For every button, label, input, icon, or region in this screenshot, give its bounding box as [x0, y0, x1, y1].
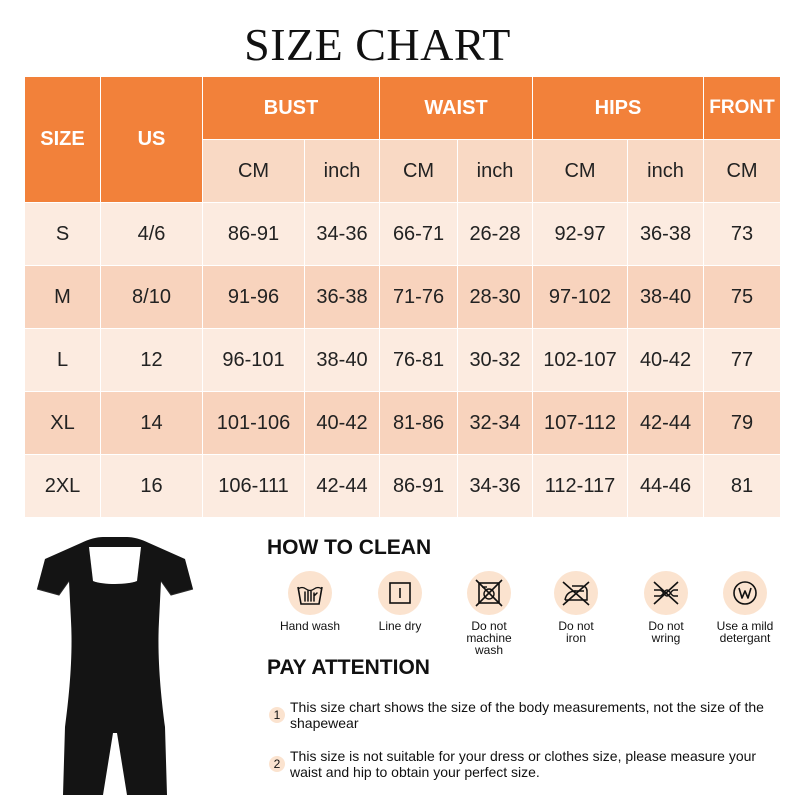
table-cell: 14: [101, 392, 203, 455]
front-header: FRONT: [704, 77, 781, 140]
table-cell: 34-36: [305, 203, 380, 266]
table-cell: 44-46: [628, 455, 704, 518]
table-cell: 2XL: [25, 455, 101, 518]
table-cell: 32-34: [458, 392, 533, 455]
table-row: [25, 392, 781, 455]
table-row: [25, 266, 781, 329]
note-text: This size is not suitable for your dress or clothes size, please measure your waist and hip to obtain your perfect size.: [290, 748, 757, 780]
unit-header: CM: [380, 140, 458, 203]
header-row-groups: [25, 77, 781, 140]
table-cell: 4/6: [101, 203, 203, 266]
table-cell: XL: [25, 392, 101, 455]
table-cell: 42-44: [628, 392, 704, 455]
table-cell: 12: [101, 329, 203, 392]
care-no-iron: [530, 571, 622, 644]
table-cell: 86-91: [380, 455, 458, 518]
care-label: Line dry: [378, 619, 422, 633]
table-cell: 8/10: [101, 266, 203, 329]
care-no-machine-wash: [443, 571, 535, 656]
table-cell: 107-112: [533, 392, 628, 455]
unit-header: CM: [533, 140, 628, 203]
unit-header: inch: [305, 140, 380, 203]
attention-note-1: [269, 699, 779, 731]
table-cell: 112-117: [533, 455, 628, 518]
table-cell: 86-91: [203, 203, 305, 266]
attention-note-2: [269, 748, 779, 780]
table-cell: 92-97: [533, 203, 628, 266]
unit-header: inch: [628, 140, 704, 203]
table-cell: 42-44: [305, 455, 380, 518]
table-row: [25, 329, 781, 392]
table-cell: 76-81: [380, 329, 458, 392]
table-cell: 71-76: [380, 266, 458, 329]
table-cell: 81: [704, 455, 781, 518]
waist-header: WAIST: [380, 77, 533, 140]
care-label: Use a mild detergant: [716, 619, 774, 645]
table-cell: 75: [704, 266, 781, 329]
table-cell: 106-111: [203, 455, 305, 518]
care-mild-detergent: [699, 571, 791, 644]
table-cell: 30-32: [458, 329, 533, 392]
table-cell: 97-102: [533, 266, 628, 329]
unit-header: CM: [704, 140, 781, 203]
us-header: US: [101, 77, 203, 203]
table-cell: 40-42: [305, 392, 380, 455]
care-label: Do not machine wash: [466, 619, 512, 657]
table-cell: 66-71: [380, 203, 458, 266]
table-cell: M: [25, 266, 101, 329]
table-cell: 36-38: [628, 203, 704, 266]
care-hand-wash: [264, 571, 356, 632]
table-cell: 16: [101, 455, 203, 518]
table-cell: 77: [704, 329, 781, 392]
table-cell: 81-86: [380, 392, 458, 455]
table-cell: 36-38: [305, 266, 380, 329]
page-title: SIZE CHART: [244, 19, 511, 70]
table-cell: 38-40: [628, 266, 704, 329]
note-number: 1: [269, 707, 285, 723]
note-number: 2: [269, 756, 285, 772]
table-cell: 101-106: [203, 392, 305, 455]
table-cell: S: [25, 203, 101, 266]
how-to-clean-title: HOW TO CLEAN: [267, 536, 432, 559]
hips-header: HIPS: [533, 77, 704, 140]
table-cell: 102-107: [533, 329, 628, 392]
table-cell: 91-96: [203, 266, 305, 329]
hand-wash-icon: [288, 571, 332, 615]
care-label: Do not iron: [558, 619, 594, 645]
no-machine-wash-icon: [467, 571, 511, 615]
table-cell: 40-42: [628, 329, 704, 392]
table-row: [25, 455, 781, 518]
table-row: [25, 203, 781, 266]
table-cell: 79: [704, 392, 781, 455]
line-dry-icon: [378, 571, 422, 615]
black-shapewear-image: [35, 537, 195, 795]
unit-header: inch: [458, 140, 533, 203]
care-line-dry: [354, 571, 446, 632]
mild-detergent-icon: [723, 571, 767, 615]
unit-header: CM: [203, 140, 305, 203]
table-cell: 96-101: [203, 329, 305, 392]
no-iron-icon: [554, 571, 598, 615]
table-cell: L: [25, 329, 101, 392]
size-header: SIZE: [25, 77, 101, 203]
table-cell: 26-28: [458, 203, 533, 266]
care-label: Hand wash: [279, 619, 341, 633]
pay-attention-title: PAY ATTENTION: [267, 656, 430, 679]
table-cell: 38-40: [305, 329, 380, 392]
care-label: Do not wring: [648, 619, 684, 645]
table-cell: 73: [704, 203, 781, 266]
bust-header: BUST: [203, 77, 380, 140]
table-cell: 34-36: [458, 455, 533, 518]
note-text: This size chart shows the size of the body measurements, not the size of the shapewear: [290, 699, 764, 731]
table-cell: 28-30: [458, 266, 533, 329]
size-chart-table: [24, 76, 781, 518]
no-wring-icon: [644, 571, 688, 615]
